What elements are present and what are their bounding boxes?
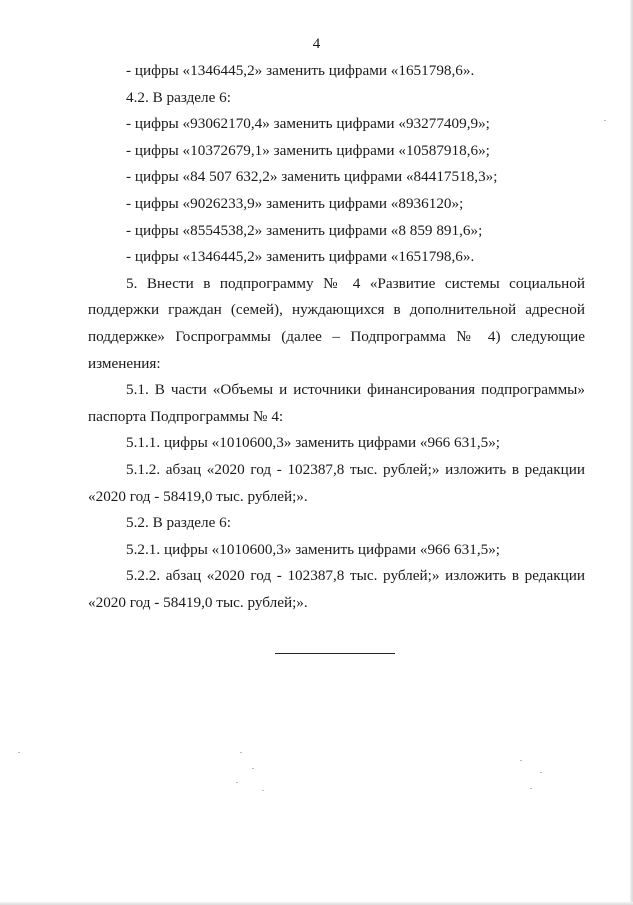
section-heading: 5.2. В разделе 6: [126, 514, 231, 532]
text-line: - цифры «9026233,9» заменить цифрами «8936120»; [126, 194, 464, 212]
scan-speck [252, 768, 254, 769]
paragraph-item-5: 5. Внести в подпрограмму № 4 «Развитие системы социальной поддержки граждан (семей), нуждающихся в дополнительной адресной поддержке» Госпрограммы (далее – Подпрограмма № 4) следующие изменения: [88, 274, 585, 372]
scan-speck [540, 772, 542, 773]
scan-speck [240, 752, 242, 753]
text-line: - цифры «84 507 632,2» заменить цифрами «84417518,3»; [126, 168, 498, 186]
scan-speck [520, 760, 522, 761]
scan-speck [262, 790, 264, 791]
closing-separator-line [275, 653, 395, 654]
section-heading: 4.2. В разделе 6: [126, 88, 231, 106]
text-line: - цифры «10372679,1» заменить цифрами «10587918,6»; [126, 141, 490, 159]
scan-speck [18, 752, 20, 753]
text-line: - цифры «1346445,2» заменить цифрами «1651798,6». [126, 248, 475, 266]
paragraph-item-5-2-2: 5.2.2. абзац «2020 год - 102387,8 тыс. рублей;» изложить в редакции «2020 год - 58419,0 тыс. рублей;». [88, 567, 585, 611]
scan-speck [236, 782, 238, 783]
scan-speck [604, 120, 606, 121]
text-line: - цифры «8554538,2» заменить цифрами «8 859 891,6»; [126, 221, 483, 239]
page-number: 4 [312, 36, 321, 52]
paragraph-item-5-1: 5.1. В части «Объемы и источники финансирования подпрограммы» паспорта Подпрограммы № 4: [88, 381, 585, 425]
document-body [88, 58, 585, 616]
text-line: - цифры «93062170,4» заменить цифрами «93277409,9»; [126, 115, 490, 133]
scan-speck [530, 788, 532, 789]
text-line: - цифры «1346445,2» заменить цифрами «1651798,6». [126, 62, 475, 79]
paragraph-item-5-1-1: 5.1.1. цифры «1010600,3» заменить цифрами «966 631,5»; [126, 434, 501, 452]
paragraph-item-5-2-1: 5.2.1. цифры «1010600,3» заменить цифрами «966 631,5»; [126, 540, 501, 558]
paragraph-item-5-1-2: 5.1.2. абзац «2020 год - 102387,8 тыс. рублей;» изложить в редакции «2020 год - 58419,0 тыс. рублей;». [88, 460, 585, 505]
